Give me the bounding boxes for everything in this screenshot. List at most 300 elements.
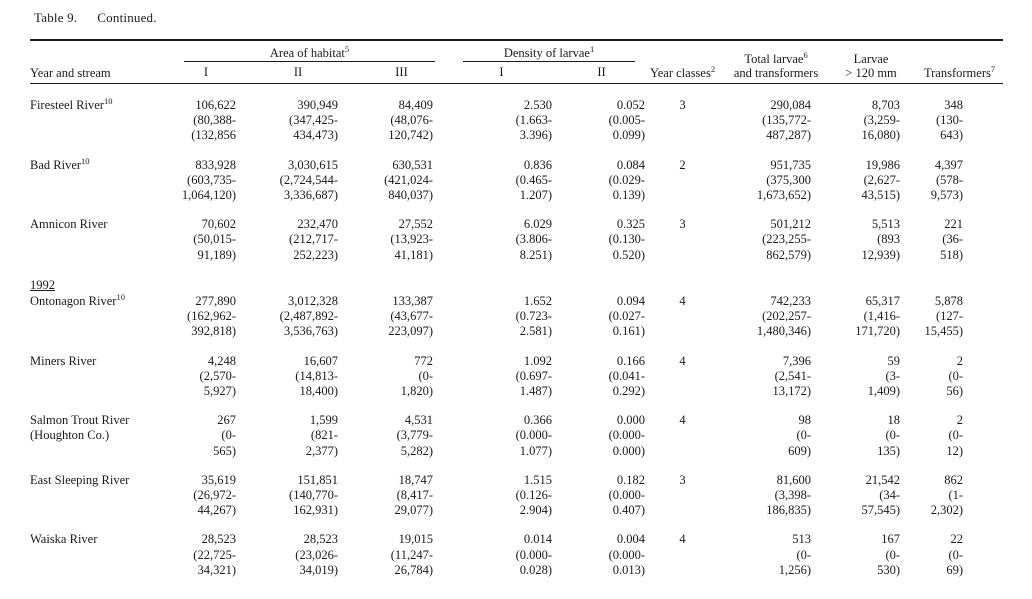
density-II-cell bbox=[554, 84, 649, 144]
cell-value: 2.581) bbox=[519, 324, 553, 339]
transformers-cell bbox=[906, 203, 1003, 263]
cell-value: 16,607 bbox=[303, 353, 338, 368]
year-classes-cell bbox=[649, 144, 716, 204]
cell-value: 4 bbox=[679, 413, 686, 428]
cell-value: (2,724,544- bbox=[279, 172, 338, 187]
cell-value: (202,257- bbox=[762, 309, 812, 324]
density-I-cell bbox=[449, 459, 554, 519]
stream-footnote: 10 bbox=[116, 291, 125, 302]
cell-value: 221 bbox=[944, 217, 964, 232]
cell-value: 3,336,687) bbox=[283, 188, 338, 203]
area-I-cell bbox=[170, 144, 242, 204]
stream-name-cell bbox=[30, 340, 170, 400]
stream-name-cell bbox=[30, 459, 170, 519]
stream-name: Salmon Trout River bbox=[30, 413, 130, 428]
table-row bbox=[30, 144, 1003, 204]
area-I-cell bbox=[170, 399, 242, 459]
area-of-habitat-underline bbox=[184, 43, 435, 62]
cell-value: (130- bbox=[935, 113, 964, 128]
cell-value: 2 bbox=[956, 413, 964, 428]
cell-value: (0- bbox=[418, 368, 434, 383]
cell-value: 34,019) bbox=[299, 562, 338, 577]
header-year-classes bbox=[649, 40, 716, 84]
cell-value: 0.094 bbox=[616, 294, 646, 309]
stream-name: Ontonagon River bbox=[30, 294, 117, 309]
cell-value: 133,387 bbox=[392, 294, 434, 309]
area-III-cell bbox=[354, 399, 449, 459]
cell-value: 5,927) bbox=[203, 384, 236, 399]
cell-value: 267 bbox=[217, 413, 236, 428]
cell-value: (3,259- bbox=[863, 113, 901, 128]
cell-value: (26,972- bbox=[193, 488, 236, 503]
cell-value: 151,851 bbox=[297, 472, 338, 487]
cell-value: 44,267) bbox=[197, 503, 236, 518]
cell-value: 70,602 bbox=[201, 217, 236, 232]
cell-value: (0.005- bbox=[608, 113, 646, 128]
cell-value: 4,248 bbox=[207, 353, 236, 368]
area-II-cell bbox=[242, 203, 354, 263]
cell-value: 69) bbox=[946, 562, 964, 577]
data-table bbox=[30, 39, 1003, 578]
cell-value: 2 bbox=[679, 157, 686, 172]
stream-name-cell bbox=[30, 84, 170, 144]
transformers-cell bbox=[906, 144, 1003, 204]
cell-value: (0.029- bbox=[608, 172, 646, 187]
density-II-cell bbox=[554, 518, 649, 578]
stream-footnote: 10 bbox=[103, 95, 113, 106]
table-body bbox=[30, 84, 1003, 579]
cell-value: (11,247- bbox=[390, 547, 434, 562]
area-II-cell bbox=[242, 399, 354, 459]
cell-value: 35,619 bbox=[201, 472, 236, 487]
cell-value: 12,939) bbox=[861, 247, 901, 262]
stream-name: Miners River bbox=[30, 353, 97, 368]
cell-value: 16,080) bbox=[861, 128, 901, 143]
stream-name-line bbox=[30, 428, 170, 443]
cell-value: 0.520) bbox=[612, 247, 646, 262]
cell-value: 3 bbox=[679, 472, 686, 487]
cell-value: 0.028) bbox=[519, 562, 553, 577]
cell-value: 135) bbox=[877, 443, 901, 458]
stream-name-cell bbox=[30, 144, 170, 204]
cell-value: 232,470 bbox=[297, 217, 338, 232]
area-III-cell bbox=[354, 84, 449, 144]
cell-value: 513 bbox=[792, 532, 812, 547]
sub-header-density-I: I bbox=[499, 65, 504, 79]
cell-value: (0.130- bbox=[608, 232, 646, 247]
table-title-continued: Continued. bbox=[97, 10, 157, 25]
cell-value: 2.530 bbox=[523, 98, 553, 112]
area-III-cell bbox=[354, 340, 449, 400]
cell-value: 0.366 bbox=[523, 413, 553, 428]
cell-value: 392,818) bbox=[191, 324, 236, 339]
cell-value: 1,064,120) bbox=[181, 188, 236, 203]
cell-value: (50,015- bbox=[193, 232, 236, 247]
larvae-120-cell bbox=[836, 203, 906, 263]
cell-value: 742,233 bbox=[770, 294, 812, 309]
cell-value: (2,487,892- bbox=[279, 309, 338, 324]
cell-value: (0.000- bbox=[608, 428, 646, 443]
cell-value: 1,599 bbox=[309, 413, 338, 428]
density-I-cell bbox=[449, 293, 554, 340]
larvae-120-cell bbox=[836, 293, 906, 340]
cell-value: 862 bbox=[944, 472, 964, 487]
cell-value: 0.099) bbox=[612, 128, 646, 143]
cell-value: 0.084 bbox=[616, 157, 646, 172]
cell-value: 5,282) bbox=[400, 443, 434, 458]
total-cell bbox=[716, 203, 836, 263]
cell-value: 7,396 bbox=[782, 353, 812, 368]
transformers-cell bbox=[906, 399, 1003, 459]
table-row bbox=[30, 399, 1003, 459]
cell-value: (3.806- bbox=[515, 232, 553, 247]
header-transformers bbox=[906, 40, 1003, 84]
cell-value: (0- bbox=[221, 428, 236, 443]
stream-name: East Sleeping River bbox=[30, 472, 130, 487]
table-row bbox=[30, 293, 1003, 340]
cell-value: 0.836 bbox=[523, 157, 553, 172]
total-cell bbox=[716, 459, 836, 519]
cell-value: (43,677- bbox=[390, 309, 434, 324]
cell-value: 98 bbox=[798, 413, 812, 428]
stream-name: Waiska River bbox=[30, 532, 98, 547]
cell-value: (821- bbox=[310, 428, 338, 443]
cell-value: 1.092 bbox=[523, 353, 553, 368]
cell-value: 162,931) bbox=[293, 503, 338, 518]
cell-value: (22,725- bbox=[193, 547, 236, 562]
stream-name-line bbox=[30, 413, 170, 428]
cell-value: 1,480,346) bbox=[756, 324, 812, 339]
year-classes-cell bbox=[649, 203, 716, 263]
cell-value: 390,949 bbox=[297, 98, 338, 112]
cell-value: (23,026- bbox=[295, 547, 338, 562]
cell-value: 91,189) bbox=[197, 247, 236, 262]
cell-value: 951,735 bbox=[770, 157, 812, 172]
header-year-and-stream bbox=[30, 40, 170, 84]
cell-value: (0- bbox=[948, 547, 964, 562]
cell-value: 3,536,763) bbox=[283, 324, 338, 339]
area-I-cell bbox=[170, 518, 242, 578]
cell-value: (893 bbox=[877, 232, 901, 247]
total-cell bbox=[716, 84, 836, 144]
total-larvae-footnote: 6 bbox=[803, 49, 808, 60]
sub-header-area-III: III bbox=[395, 65, 408, 79]
cell-value: 0.182 bbox=[616, 472, 646, 487]
cell-value: (3,398- bbox=[774, 488, 812, 503]
sub-header-area-II: II bbox=[293, 65, 303, 79]
area-II-cell bbox=[242, 144, 354, 204]
cell-value: 4 bbox=[679, 532, 686, 547]
cell-value: 0.161) bbox=[612, 324, 646, 339]
density-I-cell bbox=[449, 340, 554, 400]
cell-value: 5,878 bbox=[934, 294, 964, 309]
year-classes-cell bbox=[649, 459, 716, 519]
stream-name-cell bbox=[30, 518, 170, 578]
table-title-label: Table 9. bbox=[34, 10, 78, 25]
transformers-label: Transformers bbox=[923, 66, 991, 80]
stream-name-cell bbox=[30, 203, 170, 263]
cell-value: 27,552 bbox=[398, 217, 434, 232]
cell-value: (421,024- bbox=[384, 172, 434, 187]
header-group-area-of-habitat bbox=[170, 40, 449, 62]
stream-name-line bbox=[30, 532, 170, 547]
year-classes-cell bbox=[649, 399, 716, 459]
cell-value: 518) bbox=[940, 247, 964, 262]
cell-value: 57,545) bbox=[861, 503, 901, 518]
cell-value: (0- bbox=[796, 428, 812, 443]
density-II-cell bbox=[554, 399, 649, 459]
transformers-cell bbox=[906, 340, 1003, 400]
cell-value: 26,784) bbox=[394, 562, 434, 577]
cell-value: (0.027- bbox=[608, 309, 646, 324]
cell-value: 0.407) bbox=[612, 503, 646, 518]
cell-value: (0- bbox=[885, 428, 901, 443]
sub-header-density-II: II bbox=[597, 65, 606, 79]
cell-value: 18,400) bbox=[299, 384, 338, 399]
cell-value: 19,986 bbox=[865, 157, 901, 172]
cell-value: (347,425- bbox=[289, 113, 338, 128]
stream-name-cell bbox=[30, 399, 170, 459]
cell-value: (375,300 bbox=[766, 172, 812, 187]
cell-value: 21,542 bbox=[865, 472, 901, 487]
area-II-cell bbox=[242, 84, 354, 144]
year-classes-footnote: 2 bbox=[710, 63, 716, 74]
area-III-cell bbox=[354, 144, 449, 204]
cell-value: 0.166 bbox=[616, 353, 646, 368]
stream-name-line bbox=[30, 95, 170, 113]
cell-value: 1.077) bbox=[519, 443, 553, 458]
cell-value: (140,770- bbox=[289, 488, 338, 503]
area-II-cell bbox=[242, 518, 354, 578]
cell-value: 19,015 bbox=[398, 532, 434, 547]
header-year-and-stream-label: Year and stream bbox=[30, 66, 111, 80]
cell-value: (0.465- bbox=[515, 172, 553, 187]
larvae-120-cell bbox=[836, 459, 906, 519]
cell-value: 643) bbox=[940, 128, 964, 143]
cell-value: 3,012,328 bbox=[288, 294, 338, 309]
stream-name-line bbox=[30, 291, 170, 309]
cell-value: 6.029 bbox=[523, 217, 553, 232]
section-row bbox=[30, 263, 1003, 293]
stream-name-line bbox=[30, 155, 170, 173]
density-I-cell bbox=[449, 399, 554, 459]
area-I-cell bbox=[170, 84, 242, 144]
stream-name-line bbox=[30, 473, 170, 488]
cell-value: (603,735- bbox=[187, 172, 236, 187]
area-II-cell bbox=[242, 459, 354, 519]
total-cell bbox=[716, 399, 836, 459]
larvae-120-cell bbox=[836, 340, 906, 400]
stream-footnote: 10 bbox=[81, 155, 90, 166]
stream-name-line bbox=[30, 217, 170, 232]
cell-value: 0.014 bbox=[523, 532, 553, 547]
cell-value: 1.487) bbox=[519, 384, 553, 399]
area-III-cell bbox=[354, 518, 449, 578]
stream-name: Bad River bbox=[30, 157, 82, 172]
cell-value: (0- bbox=[796, 547, 812, 562]
cell-value: 3,030,615 bbox=[288, 157, 338, 172]
year-classes-cell bbox=[649, 293, 716, 340]
cell-value: (0.000- bbox=[608, 488, 646, 503]
cell-value: 56) bbox=[946, 384, 964, 399]
cell-value: 290,084 bbox=[770, 98, 812, 112]
cell-value: 59 bbox=[887, 353, 901, 368]
density-II-cell bbox=[554, 293, 649, 340]
cell-value: 4 bbox=[679, 294, 686, 309]
stream-name-line bbox=[30, 354, 170, 369]
cell-value: (132,856 bbox=[191, 128, 236, 143]
cell-value: 772 bbox=[414, 353, 434, 368]
cell-value: (0.697- bbox=[515, 368, 553, 383]
cell-value: (36- bbox=[942, 232, 964, 247]
larvae-gt120-line1: Larvae bbox=[853, 52, 889, 66]
cell-value: 630,531 bbox=[392, 157, 434, 172]
cell-value: 43,515) bbox=[861, 188, 901, 203]
table-title bbox=[34, 10, 1032, 26]
cell-value: 1,673,652) bbox=[756, 188, 812, 203]
cell-value: 2,302) bbox=[930, 503, 964, 518]
cell-value: 13,172) bbox=[772, 384, 812, 399]
cell-value: (0- bbox=[948, 368, 964, 383]
total-larvae-line1: Total larvae bbox=[744, 52, 804, 66]
density-I-cell bbox=[449, 518, 554, 578]
cell-value: 348 bbox=[944, 98, 964, 112]
cell-value: 28,523 bbox=[201, 532, 236, 547]
area-III-cell bbox=[354, 293, 449, 340]
cell-value: 1.207) bbox=[519, 188, 553, 203]
cell-value: 840,037) bbox=[388, 188, 434, 203]
total-cell bbox=[716, 518, 836, 578]
cell-value: 0.013) bbox=[612, 562, 646, 577]
cell-value: (578- bbox=[935, 172, 964, 187]
area-III-cell bbox=[354, 459, 449, 519]
cell-value: 41,181) bbox=[394, 247, 434, 262]
cell-value: 277,890 bbox=[195, 294, 236, 309]
cell-value: 487,287) bbox=[766, 128, 812, 143]
stream-name-cell bbox=[30, 293, 170, 340]
density-I-cell bbox=[449, 203, 554, 263]
cell-value: 0.292) bbox=[612, 384, 646, 399]
cell-value: 2 bbox=[956, 353, 964, 368]
cell-value: 4,531 bbox=[404, 413, 434, 428]
larvae-gt120-line2: > 120 mm bbox=[845, 66, 897, 80]
cell-value: 833,928 bbox=[195, 157, 236, 172]
cell-value: 252,223) bbox=[293, 247, 338, 262]
area-II-cell bbox=[242, 340, 354, 400]
density-II-cell bbox=[554, 203, 649, 263]
cell-value: 862,579) bbox=[766, 247, 812, 262]
cell-value: 530) bbox=[877, 562, 901, 577]
density-II-cell bbox=[554, 144, 649, 204]
table-row bbox=[30, 340, 1003, 400]
cell-value: (135,772- bbox=[762, 113, 812, 128]
cell-value: (162,962- bbox=[187, 309, 236, 324]
area-of-habitat-footnote: 5 bbox=[344, 43, 350, 54]
cell-value: (80,388- bbox=[193, 113, 236, 128]
area-III-cell bbox=[354, 203, 449, 263]
cell-value: (0- bbox=[948, 428, 964, 443]
cell-value: 434,473) bbox=[293, 128, 338, 143]
cell-value: (127- bbox=[935, 309, 964, 324]
cell-value: 81,600 bbox=[776, 472, 812, 487]
cell-value: 1,256) bbox=[778, 562, 812, 577]
larvae-120-cell bbox=[836, 399, 906, 459]
header-larvae-gt120 bbox=[836, 40, 906, 84]
cell-value: 12) bbox=[946, 443, 964, 458]
total-cell bbox=[716, 340, 836, 400]
area-I-cell bbox=[170, 293, 242, 340]
table-row bbox=[30, 203, 1003, 263]
area-II-cell bbox=[242, 293, 354, 340]
cell-value: (3,779- bbox=[396, 428, 434, 443]
density-of-larvae-label: Density of larvae bbox=[503, 46, 590, 60]
cell-value: 9,573) bbox=[930, 188, 964, 203]
transformers-footnote: 7 bbox=[990, 63, 996, 74]
cell-value: (2,570- bbox=[199, 368, 236, 383]
table-row bbox=[30, 84, 1003, 144]
cell-value: 167 bbox=[881, 532, 901, 547]
cell-value: 28,523 bbox=[303, 532, 338, 547]
stream-name: Firesteel River bbox=[30, 98, 104, 112]
cell-value: (48,076- bbox=[390, 113, 434, 128]
cell-value: (1.663- bbox=[515, 113, 553, 128]
cell-value: 1.652 bbox=[523, 294, 553, 309]
cell-value: (0.000- bbox=[515, 547, 553, 562]
cell-value: 0.325 bbox=[616, 217, 646, 232]
sub-header-area-I: I bbox=[203, 65, 209, 79]
cell-value: (14,813- bbox=[295, 368, 338, 383]
cell-value: 106,622 bbox=[195, 98, 236, 112]
cell-value: (2,627- bbox=[863, 172, 901, 187]
section-label: 1992 bbox=[30, 277, 55, 292]
cell-value: (34- bbox=[879, 488, 901, 503]
larvae-120-cell bbox=[836, 144, 906, 204]
cell-value: 65,317 bbox=[865, 294, 901, 309]
density-of-larvae-underline bbox=[463, 43, 635, 62]
density-I-cell bbox=[449, 144, 554, 204]
cell-value: 0.000) bbox=[612, 443, 646, 458]
cell-value: 3.396) bbox=[519, 128, 553, 143]
cell-value: (8,417- bbox=[396, 488, 434, 503]
transformers-cell bbox=[906, 84, 1003, 144]
cell-value: 186,835) bbox=[766, 503, 812, 518]
cell-value: 223,097) bbox=[388, 324, 434, 339]
table-header bbox=[30, 40, 1003, 84]
cell-value: 120,742) bbox=[388, 128, 434, 143]
total-cell bbox=[716, 293, 836, 340]
cell-value: (1,416- bbox=[863, 309, 901, 324]
cell-value: (0.000- bbox=[608, 547, 646, 562]
year-classes-cell bbox=[649, 84, 716, 144]
cell-value: 3 bbox=[679, 217, 686, 232]
cell-value: (212,717- bbox=[289, 232, 338, 247]
larvae-120-cell bbox=[836, 84, 906, 144]
cell-value: (3- bbox=[885, 368, 901, 383]
area-I-cell bbox=[170, 203, 242, 263]
transformers-cell bbox=[906, 459, 1003, 519]
larvae-120-cell bbox=[836, 518, 906, 578]
table-row bbox=[30, 518, 1003, 578]
table-row bbox=[30, 459, 1003, 519]
cell-value: (1- bbox=[948, 488, 964, 503]
cell-value: (13,923- bbox=[390, 232, 434, 247]
cell-value: 565) bbox=[213, 443, 236, 458]
section-label-cell bbox=[30, 263, 1003, 293]
year-classes-cell bbox=[649, 340, 716, 400]
density-I-cell bbox=[449, 84, 554, 144]
header-total-larvae bbox=[716, 40, 836, 84]
cell-value: 3 bbox=[679, 98, 686, 112]
